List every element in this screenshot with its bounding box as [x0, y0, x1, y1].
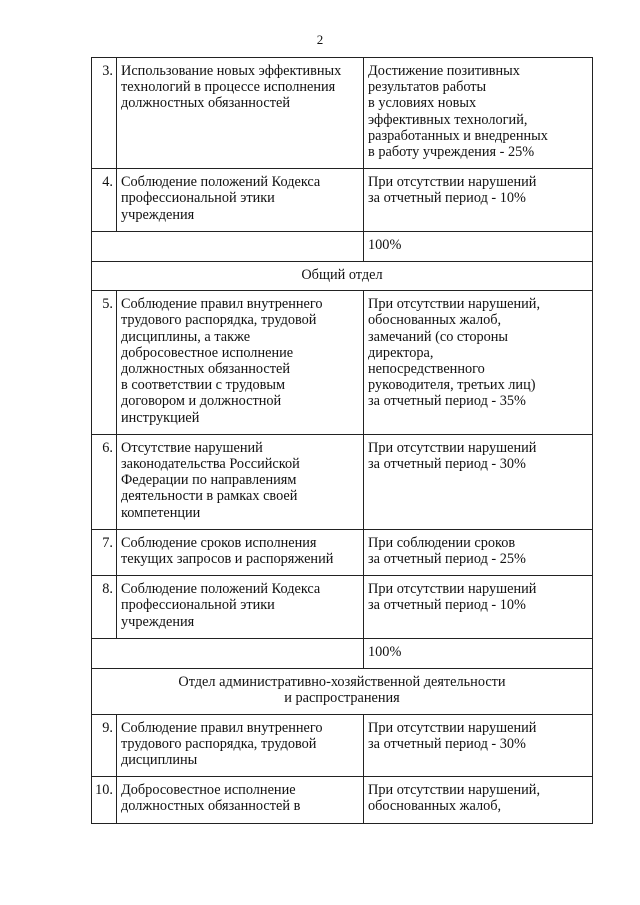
row-number: 5. [92, 291, 117, 435]
criterion-cell: Добросовестное исполнение должностных обязанностей в [117, 777, 364, 823]
total-blank-cell [92, 638, 364, 668]
criterion-cell: Соблюдение сроков исполнения текущих запросов и распоряжений [117, 529, 364, 575]
section-title: Отдел административно-хозяйственной деятельности и распространения [92, 669, 593, 714]
table-row [92, 714, 593, 777]
table-row [92, 169, 593, 232]
criterion-cell: Отсутствие нарушений законодательства Российской Федерации по направлениям деятельности в рамках своей компетенции [117, 434, 364, 529]
result-cell: При отсутствии нарушений, обоснованных жалоб, замечаний (со стороны директора, непосредственного руководителя, третьих лиц) за отчетный период - 35% [364, 291, 593, 435]
row-number: 10. [92, 777, 117, 823]
section-row [92, 669, 593, 714]
result-cell: При отсутствии нарушений, обоснованных жалоб, [364, 777, 593, 823]
criterion-cell: Соблюдение правил внутреннего трудового распорядка, трудовой дисциплины, а также добросовестное исполнение должностных обязанностей в соответствии с трудовым договором и должностной инструкцией [117, 291, 364, 435]
row-number: 8. [92, 576, 117, 639]
table-row [92, 58, 593, 169]
result-cell: При отсутствии нарушений за отчетный период - 30% [364, 714, 593, 777]
result-cell: При соблюдении сроков за отчетный период - 25% [364, 529, 593, 575]
section-row [92, 262, 593, 291]
criteria-table-body [92, 58, 593, 824]
row-number: 3. [92, 58, 117, 169]
section-title: Общий отдел [92, 262, 593, 291]
row-number: 6. [92, 434, 117, 529]
result-cell: Достижение позитивных результатов работы в условиях новых эффективных технологий, разработанных и внедренных в работу учреждения - 25% [364, 58, 593, 169]
row-number: 4. [92, 169, 117, 232]
total-row [92, 231, 593, 261]
page-number: 2 [316, 32, 324, 47]
result-cell: При отсутствии нарушений за отчетный период - 10% [364, 576, 593, 639]
criterion-cell: Использование новых эффективных технологий в процессе исполнения должностных обязанностей [117, 58, 364, 169]
total-value: 100% [364, 638, 593, 668]
row-number: 7. [92, 529, 117, 575]
total-row [92, 638, 593, 668]
table-row [92, 434, 593, 529]
table-row [92, 529, 593, 575]
table-row [92, 291, 593, 435]
criterion-cell: Соблюдение положений Кодекса профессиональной этики учреждения [117, 169, 364, 232]
total-value: 100% [364, 231, 593, 261]
table-row [92, 576, 593, 639]
row-number: 9. [92, 714, 117, 777]
criterion-cell: Соблюдение положений Кодекса профессиональной этики учреждения [117, 576, 364, 639]
result-cell: При отсутствии нарушений за отчетный период - 30% [364, 434, 593, 529]
criteria-table [91, 57, 593, 824]
table-row [92, 777, 593, 823]
result-cell: При отсутствии нарушений за отчетный период - 10% [364, 169, 593, 232]
criterion-cell: Соблюдение правил внутреннего трудового распорядка, трудовой дисциплины [117, 714, 364, 777]
total-blank-cell [92, 231, 364, 261]
